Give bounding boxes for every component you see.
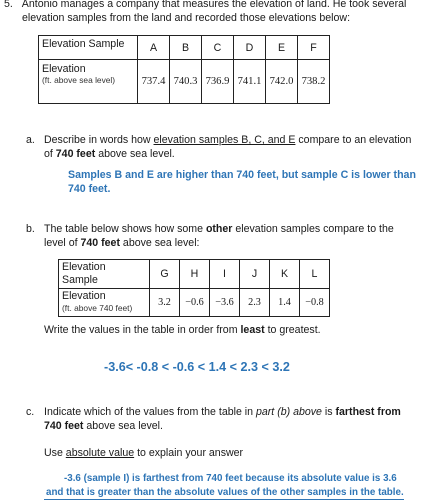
intro-line-2: elevation samples from the land and recorded those elevations below:: [22, 12, 351, 24]
part-b-instr-post: to greatest.: [264, 324, 321, 336]
part-b-q2-post: above sea level:: [119, 237, 200, 249]
table2-col-l: L: [300, 260, 330, 289]
table1-value-a: 737.4: [138, 60, 170, 104]
part-c-q-italic: part (b) above: [256, 406, 322, 418]
table2-value-h: −0.6: [180, 289, 210, 317]
table1-row-label: Elevation: [42, 63, 86, 75]
table1-col-c: C: [202, 36, 234, 60]
table2-col-j: J: [240, 260, 270, 289]
table1-row-label-cell: [39, 60, 138, 104]
elevation-table-2: [58, 259, 330, 317]
table2-row-label-cell: [59, 289, 150, 317]
table2-value-row: [59, 289, 330, 317]
table1-col-f: F: [298, 36, 330, 60]
table1-value-d: 741.1: [234, 60, 266, 104]
part-a-answer-line-2: 740 feet.: [68, 183, 111, 195]
table2-header-label-cell: [59, 260, 150, 289]
part-a-question-line-2: [44, 147, 175, 161]
part-b-question-line-1: [44, 222, 434, 236]
table2-value-i: −3.6: [210, 289, 240, 317]
table2-header-label-2: Sample: [62, 274, 98, 286]
table2-value-l: −0.8: [300, 289, 330, 317]
table2-value-k: 1.4: [270, 289, 300, 317]
part-a-q-pre: Describe in words how: [44, 134, 154, 146]
table2-value-j: 2.3: [240, 289, 270, 317]
table2-row-label: Elevation: [62, 290, 106, 302]
table2-row-sublabel: (ft. above 740 feet): [62, 303, 133, 313]
problem-intro: [4, 0, 436, 11]
part-a-q2-pre: of: [44, 148, 56, 160]
table1-col-e: E: [266, 36, 298, 60]
part-b-answer: -3.6< -0.8 < -0.6 < 1.4 < 2.3 < 3.2: [104, 360, 290, 374]
part-a-answer-line-1: Samples B and E are higher than 740 feet, but sample C is lower than: [68, 169, 416, 181]
part-c-instr-post: to explain your answer: [134, 447, 244, 459]
part-b-letter: b.: [26, 223, 35, 235]
table1-col-d: D: [234, 36, 266, 60]
part-c-q-mid: is: [321, 406, 336, 418]
part-c-instr-pre: Use: [44, 447, 66, 459]
part-b-instr-pre: Write the values in the table in order from: [44, 324, 241, 336]
part-b-question-line-2: [44, 236, 200, 250]
part-c-instr-underline: absolute value: [65, 447, 135, 459]
table2-col-h: H: [180, 260, 210, 289]
part-a-question-line-1: [44, 133, 434, 147]
part-b-instr-bold: least: [240, 324, 265, 336]
table1-value-e: 742.0: [266, 60, 298, 104]
part-b-q-post: elevation samples compare to the: [232, 223, 394, 235]
table2-col-k: K: [270, 260, 300, 289]
table2-col-i: I: [210, 260, 240, 289]
table2-header-label-1: Elevation: [62, 261, 106, 273]
table1-row-sublabel: (ft. above sea level): [42, 75, 116, 85]
table1-value-c: 736.9: [202, 60, 234, 104]
part-a-letter: a.: [26, 134, 35, 146]
part-c-answer-line-2: and that is greater than the absolute values of the other samples in the table.: [46, 487, 404, 498]
part-a-q2-post: above sea level.: [95, 148, 175, 160]
part-b-q-pre: The table below shows how some: [44, 223, 206, 235]
part-c-q2-bold: 740 feet: [44, 420, 84, 432]
part-c-question-line-1: [44, 405, 438, 419]
part-c-instruction: [44, 446, 243, 460]
part-a-q2-bold: 740 feet: [55, 148, 96, 160]
part-c-answer-line-1: -3.6 (sample I) is farthest from 740 feet because its absolute value is 3.6: [64, 473, 397, 484]
table1-value-row: [39, 60, 330, 104]
intro-line-1: Antonio manages a company that measures the elevation of land. He took several: [21, 0, 407, 10]
table1-header-label: Elevation Sample: [39, 36, 138, 60]
table2-value-g: 3.2: [150, 289, 180, 317]
table1-header-row: [39, 36, 330, 60]
table2-header-row: [59, 260, 330, 289]
part-b-q2-pre: level of: [44, 237, 81, 249]
part-c-q-pre: Indicate which of the values from the table in: [44, 406, 256, 418]
part-b-q2-bold: 740 feet: [80, 237, 120, 249]
part-b-q-bold-other: other: [205, 223, 233, 235]
part-c-letter: c.: [26, 406, 35, 418]
table1-value-b: 740.3: [170, 60, 202, 104]
table2-col-g: G: [150, 260, 180, 289]
part-c-q-bold: farthest from: [335, 406, 401, 418]
elevation-table-1: [38, 35, 330, 104]
problem-number: 5.: [4, 0, 13, 10]
table1-value-f: 738.2: [298, 60, 330, 104]
part-b-instruction: [44, 323, 321, 337]
part-c-question-line-2: [44, 419, 163, 433]
part-a-q-underline: elevation samples B, C, and E: [153, 134, 296, 146]
table1-col-a: A: [138, 36, 170, 60]
table1-col-b: B: [170, 36, 202, 60]
part-c-q2-post: above sea level.: [83, 420, 163, 432]
part-a-q-post: compare to an elevation: [295, 134, 412, 146]
